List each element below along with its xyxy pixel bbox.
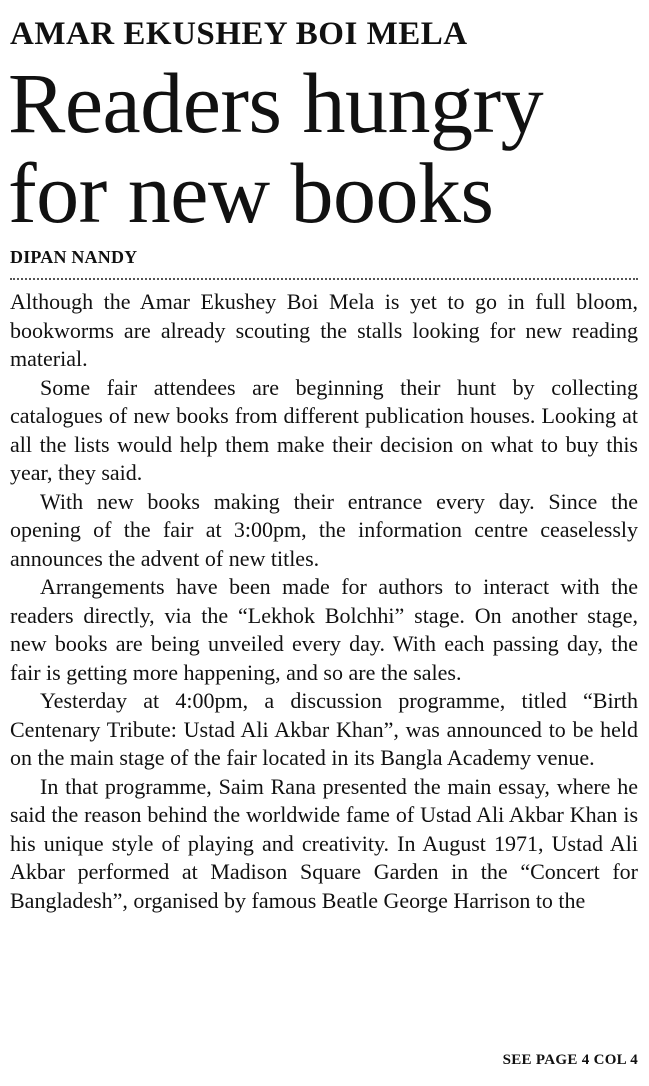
article-byline: DIPAN NANDY: [10, 247, 138, 267]
headline-line-1: Readers hungry: [8, 55, 544, 151]
article-kicker: AMAR EKUSHEY BOI MELA: [10, 16, 468, 52]
news-article: [10, 14, 638, 915]
body-paragraph: Some fair attendees are beginning their hunt by collecting catalogues of new books from different publication houses. Looking at all the lists would help them make their decision on what to buy this year, they said.: [10, 374, 638, 485]
dotted-divider: [10, 278, 638, 280]
body-paragraph: Arrangements have been made for authors to interact with the readers directly, via the “Lekhok Bolchhi” stage. On another stage, new books are being unveiled every day. With each passing day, the fair is getting more happening, and so are the sales.: [10, 574, 638, 685]
body-paragraph: With new books making their entrance every day. Since the opening of the fair at 3:00pm, the information centre ceaselessly announces the advent of new titles.: [10, 488, 638, 571]
article-body: [10, 288, 638, 915]
body-paragraph: Yesterday at 4:00pm, a discussion programme, titled “Birth Centenary Tribute: Ustad Ali Akbar Khan”, was announced to be held on the main stage of the fair located in its Bangla Academy venue.: [10, 688, 638, 770]
continuation-jump-line: SEE PAGE 4 COL 4: [502, 1052, 638, 1068]
body-paragraph: In that programme, Saim Rana presented the main essay, where he said the reason behind the worldwide fame of Ustad Ali Akbar Khan is his unique style of playing and creativity. In August 1971, Ustad Ali Akbar performed at Madison Square Garden in the “Concert for Bangladesh”, organised by famous Beatle George Harrison to the: [10, 773, 638, 913]
article-headline: [8, 55, 638, 241]
headline-line-2: for new books: [8, 145, 494, 241]
body-paragraph: Although the Amar Ekushey Boi Mela is yet to go in full bloom, bookworms are already scouting the stalls looking for new reading material.: [10, 289, 638, 371]
